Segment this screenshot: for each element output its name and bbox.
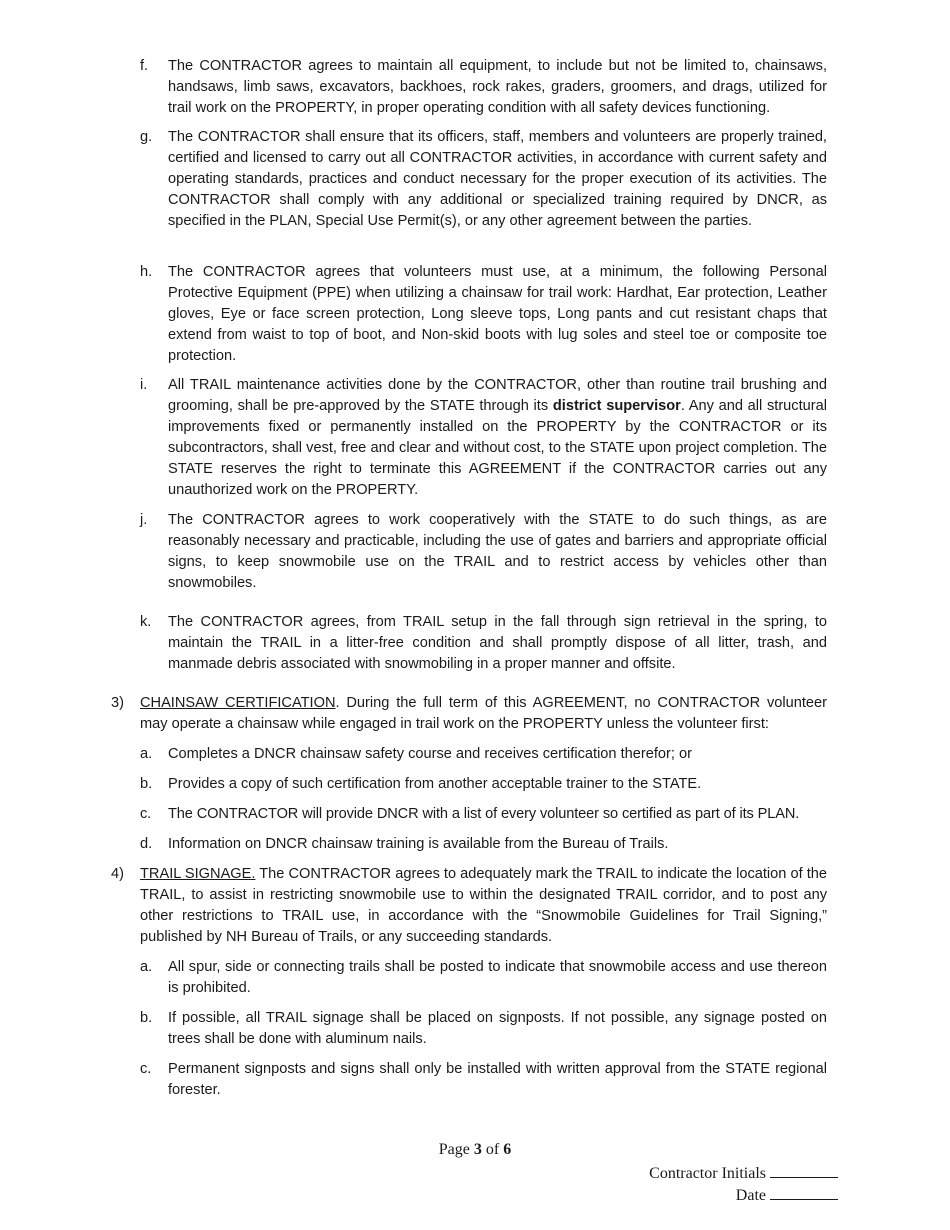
- list-item-k: [140, 612, 827, 675]
- page-number: [0, 1141, 950, 1159]
- item-label: h.: [140, 264, 153, 280]
- list-item-3a: [140, 744, 827, 765]
- initials-block: [649, 1162, 838, 1206]
- item-label: c.: [140, 806, 152, 822]
- section-trail-signage: [111, 864, 827, 948]
- item-label: b.: [140, 776, 153, 792]
- of-word: of: [485, 1141, 500, 1158]
- item-text: If possible, all TRAIL signage shall be placed on signposts. If not possible, any signage posted on trees shall be done with aluminum nails.: [168, 1010, 827, 1047]
- page-word: Page: [438, 1141, 470, 1158]
- contractor-initials-line: [649, 1162, 838, 1184]
- page-total: 6: [503, 1141, 512, 1158]
- list-item-i: [140, 375, 827, 501]
- list-item-j: [140, 510, 827, 594]
- list-item-h: [140, 262, 827, 367]
- list-item-3b: [140, 774, 827, 795]
- item-text: The CONTRACTOR agrees to work cooperatively with the STATE to do such things, as are reasonably necessary and practicable, including the use of gates and barriers and appropriate official signs, to keep snowmobile use on the TRAIL and to restrict access by vehicles other than snowmobiles.: [168, 512, 827, 591]
- item-text-before: All TRAIL maintenance activities done by the CONTRACTOR, other than routine trail brushing and grooming, shall be pre-approved by the STATE through its: [168, 377, 827, 414]
- item-text: The CONTRACTOR shall ensure that its officers, staff, members and volunteers are properly trained, certified and licensed to carry out all CONTRACTOR activities, in accordance with current safety and operating standards, practices and conduct necessary for the proper execution of its activities. The CONTRACTOR shall comply with any additional or specialized training required by DNCR, as specified in the PLAN, Special Use Permit(s), or any other agreement between the parties.: [168, 129, 827, 229]
- section-label: 4): [111, 866, 124, 882]
- item-label: i.: [140, 377, 148, 393]
- item-label: c.: [140, 1061, 152, 1077]
- contractor-initials-blank[interactable]: [770, 1162, 838, 1178]
- item-label: d.: [140, 836, 153, 852]
- list-item-3c: [140, 804, 827, 825]
- list-item-f: [140, 56, 827, 119]
- item-text: The CONTRACTOR will provide DNCR with a list of every volunteer so certified as part of its PLAN.: [168, 806, 800, 822]
- item-label: j.: [140, 512, 148, 528]
- list-item-4c: [140, 1059, 827, 1101]
- list-item-4b: [140, 1008, 827, 1050]
- item-bold-text: district supervisor: [552, 398, 681, 414]
- date-line: [649, 1184, 838, 1206]
- item-text: All spur, side or connecting trails shall be posted to indicate that snowmobile access and use thereon is prohibited.: [168, 959, 827, 996]
- item-text: The CONTRACTOR agrees to maintain all equipment, to include but not be limited to, chainsaws, handsaws, limb saws, excavators, backhoes, rock rakes, graders, groomers, and drags, utilized for trail work on the PROPERTY, in proper operating condition with all safety devices functioning.: [168, 58, 827, 116]
- section-chainsaw-certification: [111, 693, 827, 735]
- section-heading: CHAINSAW CERTIFICATION: [140, 695, 336, 711]
- section-label: 3): [111, 695, 124, 711]
- date-blank[interactable]: [770, 1184, 838, 1200]
- list-item-g: [140, 127, 827, 232]
- item-label: g.: [140, 129, 153, 145]
- list-item-3d: [140, 834, 827, 855]
- section-heading: TRAIL SIGNAGE.: [140, 866, 256, 882]
- item-text-after: . Any and all structural improvements fixed or permanently installed on the PROPERTY by the CONTRACTOR or its subcontractors, shall vest, free and clear and without cost, to the STATE upon project completion. The STATE reserves the right to terminate this AGREEMENT if the CONTRACTOR carries out any unauthorized work on the PROPERTY.: [168, 398, 827, 498]
- section-text: The CONTRACTOR agrees to adequately mark the TRAIL to indicate the location of the TRAIL, to assist in restricting snowmobile use to within the designated TRAIL corridor, and to post any other restrictions to TRAIL use, in accordance with the “Snowmobile Guidelines for Trail Signing,” published by NH Bureau of Trails, or any succeeding standards.: [140, 866, 827, 945]
- item-label: b.: [140, 1010, 153, 1026]
- item-text: The CONTRACTOR agrees that volunteers must use, at a minimum, the following Personal Protective Equipment (PPE) when utilizing a chainsaw for trail work: Hardhat, Ear protection, Leather gloves, Eye or face screen protection, Long sleeve tops, Long pants and cut resistant chaps that extend from waist to top of boot, and Non-skid boots with lug soles and steel toe or composite toe protection.: [168, 264, 827, 364]
- contractor-initials-label: Contractor Initials: [649, 1165, 766, 1182]
- item-text: Information on DNCR chainsaw training is available from the Bureau of Trails.: [168, 836, 669, 852]
- item-text: Completes a DNCR chainsaw safety course and receives certification therefor; or: [168, 746, 692, 762]
- page-current: 3: [473, 1141, 482, 1158]
- date-label: Date: [735, 1187, 766, 1204]
- item-label: a.: [140, 746, 153, 762]
- section-text: . During the full term of this AGREEMENT, no CONTRACTOR volunteer may operate a chainsaw while engaged in trail work on the PROPERTY unless the volunteer first:: [140, 695, 827, 732]
- item-label: a.: [140, 959, 153, 975]
- item-text: Provides a copy of such certification from another acceptable trainer to the STATE.: [168, 776, 702, 792]
- list-item-4a: [140, 957, 827, 999]
- item-label: k.: [140, 614, 152, 630]
- item-text: The CONTRACTOR agrees, from TRAIL setup in the fall through sign retrieval in the spring, to maintain the TRAIL in a litter-free condition and shall promptly dispose of all litter, trash, and manmade debris associated with snowmobiling in a proper manner and offsite.: [168, 614, 827, 672]
- item-label: f.: [140, 58, 149, 74]
- item-text: Permanent signposts and signs shall only be installed with written approval from the STATE regional forester.: [168, 1061, 827, 1098]
